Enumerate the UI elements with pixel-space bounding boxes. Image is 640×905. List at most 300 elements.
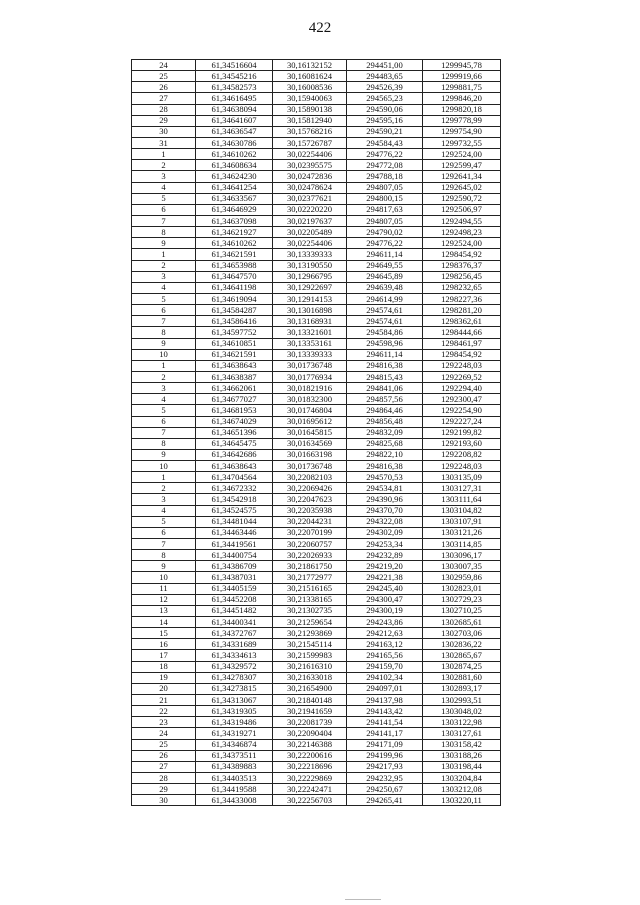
longitude-cell: 30,01736748 (273, 461, 347, 472)
x-coordinate-cell: 294232,95 (347, 773, 423, 784)
latitude-cell: 61,34624230 (196, 171, 273, 182)
longitude-cell: 30,02197637 (273, 215, 347, 226)
point-number-cell: 5 (132, 193, 196, 204)
longitude-cell: 30,12914153 (273, 293, 347, 304)
longitude-cell: 30,21941659 (273, 706, 347, 717)
x-coordinate-cell: 294141,17 (347, 728, 423, 739)
latitude-cell: 61,34608634 (196, 160, 273, 171)
table-row (132, 773, 501, 784)
table-row (132, 182, 501, 193)
latitude-cell: 61,34405159 (196, 583, 273, 594)
point-number-cell: 2 (132, 160, 196, 171)
y-coordinate-cell: 1302893,17 (423, 683, 501, 694)
x-coordinate-cell: 294165,56 (347, 650, 423, 661)
point-number-cell: 30 (132, 126, 196, 137)
y-coordinate-cell: 1292254,90 (423, 405, 501, 416)
table-row (132, 215, 501, 226)
latitude-cell: 61,34653988 (196, 260, 273, 271)
latitude-cell: 61,34463446 (196, 527, 273, 538)
table-row (132, 661, 501, 672)
latitude-cell: 61,34621927 (196, 227, 273, 238)
latitude-cell: 61,34637098 (196, 215, 273, 226)
longitude-cell: 30,01776934 (273, 371, 347, 382)
y-coordinate-cell: 1303121,26 (423, 527, 501, 538)
point-number-cell: 2 (132, 260, 196, 271)
table-row (132, 349, 501, 360)
point-number-cell: 2 (132, 371, 196, 382)
point-number-cell: 1 (132, 472, 196, 483)
coordinates-table-body (132, 60, 501, 806)
longitude-cell: 30,22218696 (273, 761, 347, 772)
longitude-cell: 30,22229869 (273, 773, 347, 784)
x-coordinate-cell: 294772,08 (347, 160, 423, 171)
table-row (132, 628, 501, 639)
latitude-cell: 61,34642686 (196, 449, 273, 460)
latitude-cell: 61,34647570 (196, 271, 273, 282)
longitude-cell: 30,21259654 (273, 617, 347, 628)
latitude-cell: 61,34516604 (196, 60, 273, 71)
latitude-cell: 61,34334613 (196, 650, 273, 661)
table-row (132, 761, 501, 772)
point-number-cell: 27 (132, 93, 196, 104)
x-coordinate-cell: 294590,06 (347, 104, 423, 115)
table-row (132, 438, 501, 449)
table-row (132, 617, 501, 628)
latitude-cell: 61,34481044 (196, 516, 273, 527)
table-row (132, 650, 501, 661)
table-row (132, 572, 501, 583)
x-coordinate-cell: 294212,63 (347, 628, 423, 639)
point-number-cell: 9 (132, 449, 196, 460)
longitude-cell: 30,16008536 (273, 82, 347, 93)
longitude-cell: 30,22044231 (273, 516, 347, 527)
y-coordinate-cell: 1303114,85 (423, 539, 501, 550)
longitude-cell: 30,01634569 (273, 438, 347, 449)
point-number-cell: 3 (132, 383, 196, 394)
longitude-cell: 30,01695612 (273, 416, 347, 427)
x-coordinate-cell: 294232,89 (347, 550, 423, 561)
table-row (132, 260, 501, 271)
table-row (132, 115, 501, 126)
point-number-cell: 4 (132, 394, 196, 405)
table-row (132, 238, 501, 249)
x-coordinate-cell: 294390,96 (347, 494, 423, 505)
table-row (132, 316, 501, 327)
latitude-cell: 61,34331689 (196, 639, 273, 650)
longitude-cell: 30,21293869 (273, 628, 347, 639)
point-number-cell: 7 (132, 215, 196, 226)
latitude-cell: 61,34319271 (196, 728, 273, 739)
point-number-cell: 28 (132, 773, 196, 784)
point-number-cell: 1 (132, 149, 196, 160)
table-row (132, 394, 501, 405)
latitude-cell: 61,34400341 (196, 617, 273, 628)
x-coordinate-cell: 294817,63 (347, 204, 423, 215)
latitude-cell: 61,34630786 (196, 137, 273, 148)
y-coordinate-cell: 1299846,20 (423, 93, 501, 104)
table-row (132, 728, 501, 739)
y-coordinate-cell: 1303127,61 (423, 728, 501, 739)
longitude-cell: 30,21772977 (273, 572, 347, 583)
x-coordinate-cell: 294253,34 (347, 539, 423, 550)
longitude-cell: 30,02254406 (273, 149, 347, 160)
y-coordinate-cell: 1303096,17 (423, 550, 501, 561)
longitude-cell: 30,15940063 (273, 93, 347, 104)
point-number-cell: 10 (132, 461, 196, 472)
longitude-cell: 30,22035938 (273, 505, 347, 516)
x-coordinate-cell: 294245,40 (347, 583, 423, 594)
point-number-cell: 4 (132, 282, 196, 293)
longitude-cell: 30,16081624 (273, 71, 347, 82)
table-row (132, 605, 501, 616)
x-coordinate-cell: 294217,93 (347, 761, 423, 772)
latitude-cell: 61,34386709 (196, 561, 273, 572)
table-row (132, 282, 501, 293)
x-coordinate-cell: 294143,42 (347, 706, 423, 717)
table-row (132, 539, 501, 550)
latitude-cell: 61,34681953 (196, 405, 273, 416)
longitude-cell: 30,22200616 (273, 750, 347, 761)
longitude-cell: 30,21654900 (273, 683, 347, 694)
longitude-cell: 30,15726787 (273, 137, 347, 148)
longitude-cell: 30,01663198 (273, 449, 347, 460)
latitude-cell: 61,34610851 (196, 338, 273, 349)
y-coordinate-cell: 1303220,11 (423, 795, 501, 806)
y-coordinate-cell: 1292590,72 (423, 193, 501, 204)
longitude-cell: 30,22060757 (273, 539, 347, 550)
point-number-cell: 7 (132, 539, 196, 550)
point-number-cell: 24 (132, 728, 196, 739)
point-number-cell: 28 (132, 104, 196, 115)
table-row (132, 750, 501, 761)
longitude-cell: 30,22026933 (273, 550, 347, 561)
longitude-cell: 30,02395575 (273, 160, 347, 171)
latitude-cell: 61,34636547 (196, 126, 273, 137)
latitude-cell: 61,34674029 (196, 416, 273, 427)
latitude-cell: 61,34372767 (196, 628, 273, 639)
longitude-cell: 30,02377621 (273, 193, 347, 204)
x-coordinate-cell: 294825,68 (347, 438, 423, 449)
x-coordinate-cell: 294570,53 (347, 472, 423, 483)
y-coordinate-cell: 1292599,47 (423, 160, 501, 171)
latitude-cell: 61,34672332 (196, 483, 273, 494)
longitude-cell: 30,02254406 (273, 238, 347, 249)
y-coordinate-cell: 1302865,67 (423, 650, 501, 661)
longitude-cell: 30,21338165 (273, 594, 347, 605)
latitude-cell: 61,34329572 (196, 661, 273, 672)
x-coordinate-cell: 294614,99 (347, 293, 423, 304)
x-coordinate-cell: 294790,02 (347, 227, 423, 238)
y-coordinate-cell: 1303122,98 (423, 717, 501, 728)
x-coordinate-cell: 294776,22 (347, 238, 423, 249)
point-number-cell: 1 (132, 360, 196, 371)
x-coordinate-cell: 294102,34 (347, 672, 423, 683)
x-coordinate-cell: 294645,89 (347, 271, 423, 282)
y-coordinate-cell: 1302881,60 (423, 672, 501, 683)
point-number-cell: 19 (132, 672, 196, 683)
point-number-cell: 25 (132, 71, 196, 82)
latitude-cell: 61,34704564 (196, 472, 273, 483)
latitude-cell: 61,34319305 (196, 706, 273, 717)
point-number-cell: 16 (132, 639, 196, 650)
table-row (132, 160, 501, 171)
y-coordinate-cell: 1303007,35 (423, 561, 501, 572)
longitude-cell: 30,01821916 (273, 383, 347, 394)
point-number-cell: 29 (132, 784, 196, 795)
latitude-cell: 61,34633567 (196, 193, 273, 204)
x-coordinate-cell: 294864,46 (347, 405, 423, 416)
latitude-cell: 61,34641254 (196, 182, 273, 193)
y-coordinate-cell: 1292227,24 (423, 416, 501, 427)
point-number-cell: 12 (132, 594, 196, 605)
longitude-cell: 30,02472836 (273, 171, 347, 182)
point-number-cell: 21 (132, 695, 196, 706)
latitude-cell: 61,34387031 (196, 572, 273, 583)
x-coordinate-cell: 294300,19 (347, 605, 423, 616)
table-row (132, 706, 501, 717)
x-coordinate-cell: 294776,22 (347, 149, 423, 160)
latitude-cell: 61,34638387 (196, 371, 273, 382)
x-coordinate-cell: 294807,05 (347, 182, 423, 193)
x-coordinate-cell: 294565,23 (347, 93, 423, 104)
y-coordinate-cell: 1302836,22 (423, 639, 501, 650)
longitude-cell: 30,13353161 (273, 338, 347, 349)
y-coordinate-cell: 1292524,00 (423, 238, 501, 249)
longitude-cell: 30,01645815 (273, 427, 347, 438)
longitude-cell: 30,22082103 (273, 472, 347, 483)
table-row (132, 137, 501, 148)
x-coordinate-cell: 294534,81 (347, 483, 423, 494)
x-coordinate-cell: 294816,38 (347, 461, 423, 472)
longitude-cell: 30,22256703 (273, 795, 347, 806)
page-bottom-rule (345, 899, 381, 900)
y-coordinate-cell: 1302703,06 (423, 628, 501, 639)
y-coordinate-cell: 1292199,82 (423, 427, 501, 438)
y-coordinate-cell: 1303158,42 (423, 739, 501, 750)
latitude-cell: 61,34641607 (196, 115, 273, 126)
x-coordinate-cell: 294788,18 (347, 171, 423, 182)
y-coordinate-cell: 1302710,25 (423, 605, 501, 616)
x-coordinate-cell: 294800,15 (347, 193, 423, 204)
y-coordinate-cell: 1303107,91 (423, 516, 501, 527)
y-coordinate-cell: 1292494,55 (423, 215, 501, 226)
x-coordinate-cell: 294807,05 (347, 215, 423, 226)
x-coordinate-cell: 294302,09 (347, 527, 423, 538)
y-coordinate-cell: 1303111,64 (423, 494, 501, 505)
point-number-cell: 6 (132, 416, 196, 427)
table-row (132, 193, 501, 204)
table-row (132, 494, 501, 505)
table-row (132, 60, 501, 71)
x-coordinate-cell: 294584,86 (347, 327, 423, 338)
point-number-cell: 31 (132, 137, 196, 148)
y-coordinate-cell: 1303135,09 (423, 472, 501, 483)
table-row (132, 249, 501, 260)
latitude-cell: 61,34542918 (196, 494, 273, 505)
x-coordinate-cell: 294265,41 (347, 795, 423, 806)
table-row (132, 795, 501, 806)
point-number-cell: 5 (132, 293, 196, 304)
table-row (132, 505, 501, 516)
table-row (132, 149, 501, 160)
longitude-cell: 30,21840148 (273, 695, 347, 706)
x-coordinate-cell: 294243,86 (347, 617, 423, 628)
table-row (132, 561, 501, 572)
y-coordinate-cell: 1303198,44 (423, 761, 501, 772)
table-row (132, 271, 501, 282)
table-row (132, 383, 501, 394)
table-row (132, 71, 501, 82)
x-coordinate-cell: 294141,54 (347, 717, 423, 728)
y-coordinate-cell: 1299732,55 (423, 137, 501, 148)
x-coordinate-cell: 294370,70 (347, 505, 423, 516)
x-coordinate-cell: 294611,14 (347, 349, 423, 360)
longitude-cell: 30,15890138 (273, 104, 347, 115)
x-coordinate-cell: 294649,55 (347, 260, 423, 271)
longitude-cell: 30,21633018 (273, 672, 347, 683)
y-coordinate-cell: 1292248,03 (423, 461, 501, 472)
point-number-cell: 8 (132, 550, 196, 561)
latitude-cell: 61,34641198 (196, 282, 273, 293)
table-row (132, 717, 501, 728)
table-row (132, 516, 501, 527)
y-coordinate-cell: 1298227,36 (423, 293, 501, 304)
longitude-cell: 30,13339333 (273, 349, 347, 360)
latitude-cell: 61,34586416 (196, 316, 273, 327)
point-number-cell: 25 (132, 739, 196, 750)
point-number-cell: 6 (132, 204, 196, 215)
coordinates-table (131, 59, 501, 806)
y-coordinate-cell: 1299778,99 (423, 115, 501, 126)
point-number-cell: 5 (132, 405, 196, 416)
table-row (132, 639, 501, 650)
longitude-cell: 30,13168931 (273, 316, 347, 327)
x-coordinate-cell: 294097,01 (347, 683, 423, 694)
x-coordinate-cell: 294584,43 (347, 137, 423, 148)
y-coordinate-cell: 1302823,01 (423, 583, 501, 594)
y-coordinate-cell: 1303188,26 (423, 750, 501, 761)
latitude-cell: 61,34451482 (196, 605, 273, 616)
longitude-cell: 30,15768216 (273, 126, 347, 137)
point-number-cell: 5 (132, 516, 196, 527)
latitude-cell: 61,34278307 (196, 672, 273, 683)
table-row (132, 483, 501, 494)
latitude-cell: 61,34621591 (196, 349, 273, 360)
y-coordinate-cell: 1292193,60 (423, 438, 501, 449)
y-coordinate-cell: 1298454,92 (423, 349, 501, 360)
y-coordinate-cell: 1298444,66 (423, 327, 501, 338)
point-number-cell: 10 (132, 572, 196, 583)
y-coordinate-cell: 1299881,75 (423, 82, 501, 93)
point-number-cell: 24 (132, 60, 196, 71)
point-number-cell: 10 (132, 349, 196, 360)
y-coordinate-cell: 1299919,66 (423, 71, 501, 82)
x-coordinate-cell: 294816,38 (347, 360, 423, 371)
table-row (132, 739, 501, 750)
point-number-cell: 9 (132, 561, 196, 572)
longitude-cell: 30,13190550 (273, 260, 347, 271)
table-row (132, 371, 501, 382)
point-number-cell: 1 (132, 249, 196, 260)
x-coordinate-cell: 294639,48 (347, 282, 423, 293)
point-number-cell: 3 (132, 494, 196, 505)
point-number-cell: 15 (132, 628, 196, 639)
x-coordinate-cell: 294574,61 (347, 316, 423, 327)
latitude-cell: 61,34433008 (196, 795, 273, 806)
table-row (132, 82, 501, 93)
table-row (132, 594, 501, 605)
y-coordinate-cell: 1292294,40 (423, 383, 501, 394)
y-coordinate-cell: 1302993,51 (423, 695, 501, 706)
latitude-cell: 61,34597752 (196, 327, 273, 338)
y-coordinate-cell: 1302729,23 (423, 594, 501, 605)
x-coordinate-cell: 294611,14 (347, 249, 423, 260)
table-row (132, 583, 501, 594)
table-row (132, 405, 501, 416)
point-number-cell: 4 (132, 182, 196, 193)
point-number-cell: 13 (132, 605, 196, 616)
latitude-cell: 61,34621591 (196, 249, 273, 260)
y-coordinate-cell: 1298376,37 (423, 260, 501, 271)
y-coordinate-cell: 1292300,47 (423, 394, 501, 405)
table-row (132, 338, 501, 349)
y-coordinate-cell: 1299820,18 (423, 104, 501, 115)
latitude-cell: 61,34313067 (196, 695, 273, 706)
table-row (132, 171, 501, 182)
point-number-cell: 23 (132, 717, 196, 728)
x-coordinate-cell: 294856,48 (347, 416, 423, 427)
point-number-cell: 14 (132, 617, 196, 628)
y-coordinate-cell: 1292269,52 (423, 371, 501, 382)
x-coordinate-cell: 294526,39 (347, 82, 423, 93)
x-coordinate-cell: 294822,10 (347, 449, 423, 460)
page-number: 422 (308, 20, 332, 36)
latitude-cell: 61,34651396 (196, 427, 273, 438)
x-coordinate-cell: 294832,09 (347, 427, 423, 438)
longitude-cell: 30,22070199 (273, 527, 347, 538)
latitude-cell: 61,34645475 (196, 438, 273, 449)
table-row (132, 527, 501, 538)
point-number-cell: 3 (132, 171, 196, 182)
y-coordinate-cell: 1292641,34 (423, 171, 501, 182)
latitude-cell: 61,34610262 (196, 238, 273, 249)
table-row (132, 104, 501, 115)
table-row (132, 683, 501, 694)
x-coordinate-cell: 294815,43 (347, 371, 423, 382)
y-coordinate-cell: 1302959,86 (423, 572, 501, 583)
table-row (132, 695, 501, 706)
y-coordinate-cell: 1298256,45 (423, 271, 501, 282)
longitude-cell: 30,21599983 (273, 650, 347, 661)
latitude-cell: 61,34662061 (196, 383, 273, 394)
table-row (132, 126, 501, 137)
table-row (132, 327, 501, 338)
table-row (132, 461, 501, 472)
point-number-cell: 9 (132, 338, 196, 349)
longitude-cell: 30,12966795 (273, 271, 347, 282)
y-coordinate-cell: 1302874,25 (423, 661, 501, 672)
longitude-cell: 30,22069426 (273, 483, 347, 494)
latitude-cell: 61,34419588 (196, 784, 273, 795)
table-row (132, 227, 501, 238)
point-number-cell: 27 (132, 761, 196, 772)
table-row (132, 360, 501, 371)
x-coordinate-cell: 294159,70 (347, 661, 423, 672)
longitude-cell: 30,15812940 (273, 115, 347, 126)
point-number-cell: 18 (132, 661, 196, 672)
y-coordinate-cell: 1298461,97 (423, 338, 501, 349)
x-coordinate-cell: 294250,67 (347, 784, 423, 795)
